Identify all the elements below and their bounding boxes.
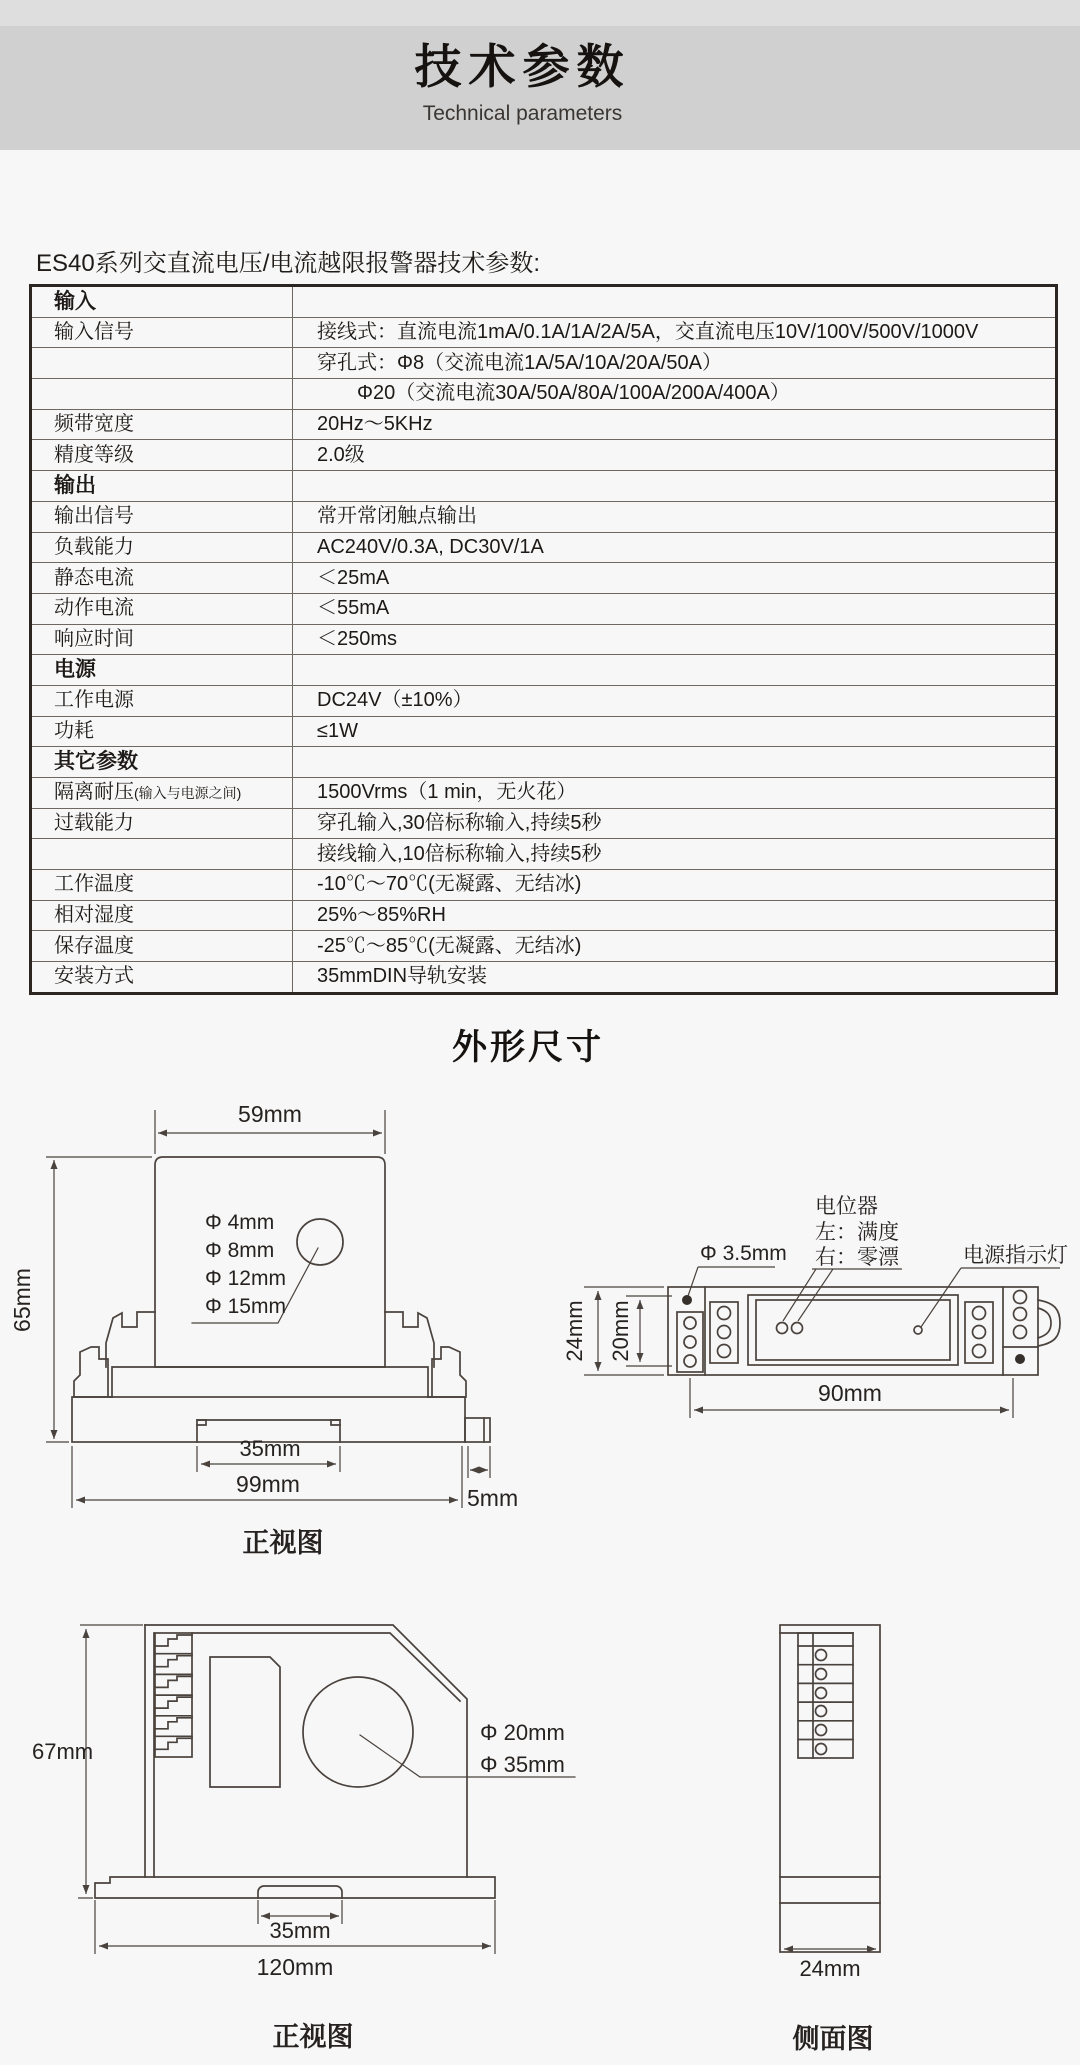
- pot-right-zero-label: 右：零漂: [815, 1246, 899, 1269]
- spec-value: AC240V/0.3A, DC30V/1A: [293, 532, 1057, 563]
- spec-table: [29, 284, 1058, 995]
- table-row: [31, 593, 1057, 624]
- hole-3-5mm-label: Φ 3.5mm: [700, 1242, 787, 1265]
- bottom-front-view-label: 正视图: [272, 2022, 354, 2052]
- dim-tab-5mm: 5mm: [467, 1485, 519, 1511]
- potentiometer-label: 电位器: [815, 1195, 878, 1218]
- hole-35mm-label: Φ 35mm: [480, 1752, 565, 1777]
- spec-label: [31, 839, 293, 870]
- table-row: [31, 348, 1057, 379]
- spec-value: -25℃～85℃(无凝露、无结冰): [293, 931, 1057, 962]
- spec-table-body: [31, 286, 1057, 994]
- spec-label: 隔离耐压(输入与电源之间): [31, 778, 293, 809]
- spec-value: 接线输入,10倍标称输入,持续5秒: [293, 839, 1057, 870]
- hole-option-12mm: Φ 12mm: [205, 1267, 286, 1290]
- spec-label: 精度等级: [31, 440, 293, 471]
- dim-24mm: 24mm: [562, 1300, 587, 1362]
- table-row: [31, 440, 1057, 471]
- spec-value: Φ20（交流电流30A/50A/80A/100A/200A/400A）: [293, 379, 1057, 410]
- table-row: [31, 317, 1057, 348]
- table-row: [31, 870, 1057, 901]
- spec-value: ＜250ms: [293, 624, 1057, 655]
- spec-label: 工作电源: [31, 685, 293, 716]
- top-view-leader-lines: [688, 1267, 1060, 1327]
- label-window: [210, 1657, 280, 1787]
- spec-value: -10℃～70℃(无凝露、无结冰): [293, 870, 1057, 901]
- dim-24mm-side: 24mm: [799, 1956, 861, 1981]
- dim-67mm: 67mm: [32, 1739, 94, 1764]
- power-led: [914, 1326, 922, 1334]
- spec-value: 20Hz～5KHz: [293, 409, 1057, 440]
- dim-90mm: 90mm: [818, 1380, 882, 1406]
- spec-label-note: (输入与电源之间): [134, 785, 242, 802]
- table-row: [31, 409, 1057, 440]
- dim-height-65mm: 65mm: [9, 1268, 35, 1332]
- spec-value: 接线式：直流电流1mA/0.1A/1A/2A/5A，交直流电压10V/100V/500V/1000V: [293, 317, 1057, 348]
- hole-option-8mm: Φ 8mm: [205, 1239, 275, 1262]
- spec-value: 25%～85%RH: [293, 900, 1057, 931]
- table-row: [31, 532, 1057, 563]
- table-caption: ES40系列交直流电压/电流越限报警器技术参数:: [36, 250, 541, 277]
- spec-label: 动作电流: [31, 593, 293, 624]
- page-title: 技术参数: [414, 40, 631, 93]
- spec-value: [293, 655, 1057, 686]
- spec-value: 常开常闭触点输出: [293, 501, 1057, 532]
- spec-value: [293, 747, 1057, 778]
- front-view-drawing: [0, 1080, 560, 1580]
- dim-20mm: 20mm: [608, 1300, 633, 1362]
- table-row: [31, 563, 1057, 594]
- spec-label: 相对湿度: [31, 900, 293, 931]
- power-led-label: 电源指示灯: [963, 1244, 1068, 1267]
- table-row: [31, 778, 1057, 809]
- spec-value: 穿孔输入,30倍标称输入,持续5秒: [293, 808, 1057, 839]
- spec-label: 频带宽度: [31, 409, 293, 440]
- spec-label: 工作温度: [31, 870, 293, 901]
- spec-value: ＜55mA: [293, 593, 1057, 624]
- table-row: [31, 286, 1057, 318]
- spec-value: DC24V（±10%）: [293, 685, 1057, 716]
- hole-option-15mm: Φ 15mm: [205, 1295, 286, 1318]
- potentiometer-right: [792, 1323, 803, 1334]
- table-row: [31, 931, 1057, 962]
- table-row: [31, 716, 1057, 747]
- table-row: [31, 685, 1057, 716]
- spec-label: 输入: [31, 286, 293, 318]
- hole-option-4mm: Φ 4mm: [205, 1211, 275, 1234]
- spec-label: 静态电流: [31, 563, 293, 594]
- spec-value: 35mmDIN导轨安装: [293, 962, 1057, 994]
- front-view-label: 正视图: [242, 1528, 324, 1558]
- spec-label: 过载能力: [31, 808, 293, 839]
- side-view-body-outline: [780, 1625, 880, 1952]
- table-row: [31, 624, 1057, 655]
- mount-hole-dot-left: [682, 1295, 692, 1305]
- bottom-front-view-drawing: [30, 1580, 600, 2065]
- table-row: [31, 501, 1057, 532]
- spec-value: 1500Vrms（1 min，无火花）: [293, 778, 1057, 809]
- spec-label: 输出: [31, 471, 293, 502]
- spec-label: 保存温度: [31, 931, 293, 962]
- outline-heading: 外形尺寸: [451, 1028, 604, 1067]
- dim-120mm: 120mm: [256, 1954, 334, 1980]
- spec-label: 其它参数: [31, 747, 293, 778]
- through-hole-circle: [297, 1219, 343, 1265]
- top-view-dimension-lines: [584, 1287, 1013, 1418]
- spec-value: ≤1W: [293, 716, 1057, 747]
- header-top-strip: [0, 0, 1080, 26]
- potentiometer-left: [777, 1323, 788, 1334]
- spec-label: [31, 348, 293, 379]
- dim-slot-35mm: 35mm: [239, 1436, 301, 1461]
- dim-width-59mm: 59mm: [238, 1101, 302, 1127]
- pot-left-fullscale-label: 左：满度: [815, 1221, 899, 1244]
- spec-value: [293, 286, 1057, 318]
- mount-hole-dot-right: [1015, 1354, 1025, 1364]
- table-row: [31, 962, 1057, 994]
- table-row: [31, 808, 1057, 839]
- dim-slot-35mm-bottom: 35mm: [269, 1918, 331, 1943]
- spec-label: 电源: [31, 655, 293, 686]
- table-row: [31, 471, 1057, 502]
- spec-label: 响应时间: [31, 624, 293, 655]
- table-row: [31, 747, 1057, 778]
- top-view-drawing: [550, 1150, 1080, 1485]
- dim-total-99mm: 99mm: [236, 1471, 300, 1497]
- spec-label: [31, 379, 293, 410]
- page-subtitle: Technical parameters: [422, 102, 623, 125]
- spec-value: ＜25mA: [293, 563, 1057, 594]
- spec-value: 2.0级: [293, 440, 1057, 471]
- hole-20mm-label: Φ 20mm: [480, 1720, 565, 1745]
- side-view-drawing: [740, 1600, 1080, 2065]
- table-row: [31, 900, 1057, 931]
- spec-label: 输入信号: [31, 317, 293, 348]
- table-row: [31, 379, 1057, 410]
- through-hole-circle-large: [303, 1677, 413, 1787]
- spec-value: 穿孔式：Φ8（交流电流1A/5A/10A/20A/50A）: [293, 348, 1057, 379]
- top-view-body-outline: [668, 1287, 1060, 1375]
- side-view-label: 侧面图: [792, 2024, 874, 2054]
- table-row: [31, 839, 1057, 870]
- table-row: [31, 655, 1057, 686]
- spec-label: 输出信号: [31, 501, 293, 532]
- spec-value: [293, 471, 1057, 502]
- spec-label: 功耗: [31, 716, 293, 747]
- spec-label: 安装方式: [31, 962, 293, 994]
- spec-label: 负载能力: [31, 532, 293, 563]
